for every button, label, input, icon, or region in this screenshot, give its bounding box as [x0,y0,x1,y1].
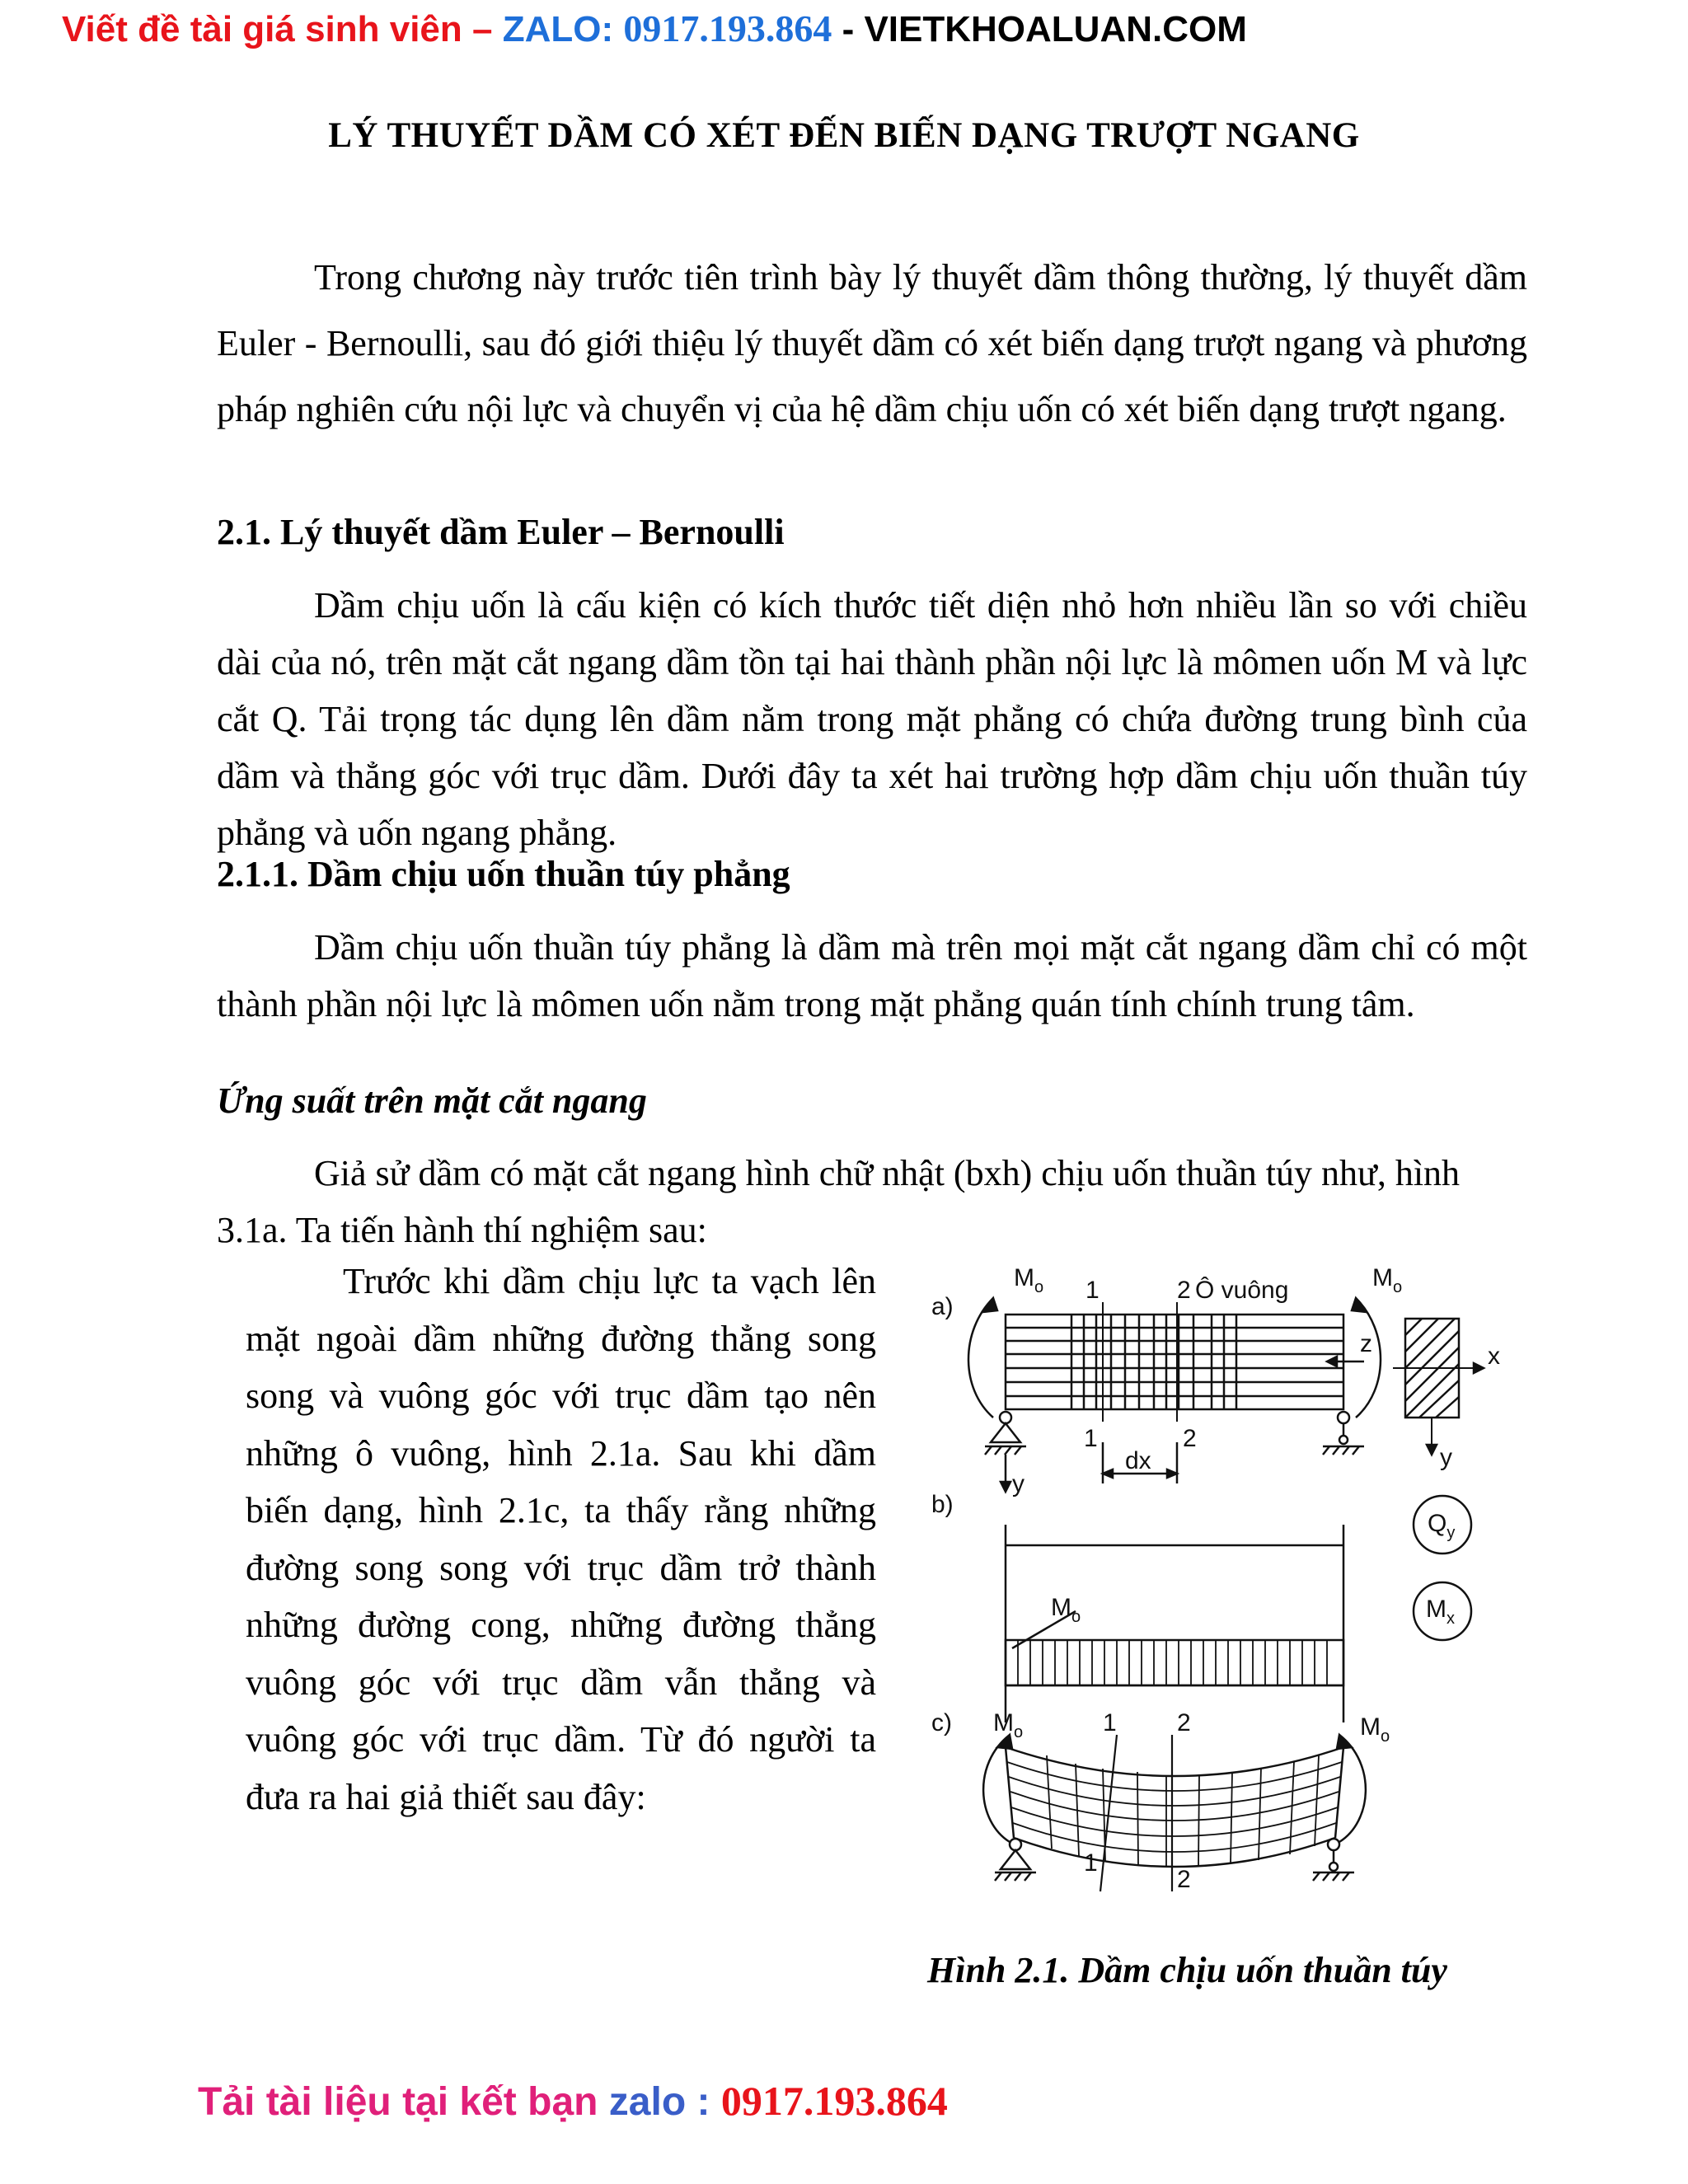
label-z: z [1360,1330,1372,1357]
label-section-1-c-top: 1 [1103,1709,1117,1736]
label-mo-b: $M_o$ [1051,1594,1081,1626]
section-heading-2-1: 2.1. Lý thuyết dầm Euler – Bernoulli [217,512,785,552]
label-section-1-bottom: 1 [1084,1425,1098,1452]
moment-arrow-left-a [968,1298,993,1418]
header-website: - VIETKHOALUAN.COM [832,9,1247,49]
label-y-section: y [1440,1444,1452,1471]
moment-diagram [1006,1640,1343,1685]
footer-phone: 0917.193.864 [720,2078,948,2124]
header-text: Viết đề tài giá sinh viên – [62,9,503,49]
label-b: b) [931,1491,954,1518]
label-dx: dx [1125,1447,1151,1474]
label-x: x [1488,1343,1500,1370]
deformed-beam-top [1006,1747,1343,1776]
label-mx: $M_x$ [1426,1596,1455,1628]
label-section-2-c-bottom: 2 [1177,1866,1191,1893]
label-section-1-top: 1 [1085,1277,1100,1304]
label-a: a) [931,1293,954,1320]
figure-caption: Hình 2.1. Dầm chịu uốn thuần túy [927,1950,1447,1990]
intro-paragraph: Trong chương này trước tiên trình bày lý thuyết dầm thông thường, lý thuyết dầm Euler - Bernoulli, sau đó giới thiệu lý thuyết dầm có xét biến dạng trượt ngang và phương pháp nghiên cứu nội lực và chuyển vị của hệ dầm chịu uốn có xét biến dạng trượt ngang. [217,257,1527,429]
label-section-2-top: 2 [1177,1277,1191,1304]
beam-figure [915,1244,1525,1896]
header-zalo-label: ZALO: [502,9,624,49]
subsection-heading: Ứng suất trên mặt cắt ngang [217,1080,647,1121]
document-title: LÝ THUYẾT DẦM CÓ XÉT ĐẾN BIẾN DẠNG TRƯỢT NGANG [328,116,1360,155]
footer-zalo-label: zalo : [608,2080,721,2124]
label-y-beam: y [1012,1470,1025,1497]
header-banner[interactable] [62,7,1247,50]
header-phone: 0917.193.864 [623,7,832,49]
moment-arrow-right-a [1356,1298,1381,1418]
label-o-vuong: Ô vuông [1195,1277,1289,1304]
label-mo-a-right: $M_o$ [1372,1264,1403,1296]
section-heading-2-1-1: 2.1.1. Dầm chịu uốn thuần túy phẳng [217,854,790,894]
label-c: c) [931,1709,952,1736]
label-qy: $Q_y$ [1428,1510,1456,1542]
label-section-2-c-top: 2 [1177,1709,1191,1736]
column-paragraph: Trước khi dầm chịu lực ta vạch lên mặt ngoài dầm những đường thẳng song song và vuông góc với trục dầm tạo nên những ô vuông, hình 2.1a. Sau khi dầm biến dạng, hình 2.1c, ta thấy rằng những đường song song với trục dầm trở thành những đường cong, những đường thẳng vuông góc với trục dầm vẫn thẳng và vuông góc với trục dầm. Từ đó người ta đưa ra hai giả thiết sau đây: [246,1261,876,1817]
label-section-1-c-bottom: 1 [1084,1849,1098,1877]
label-mo-c-right: $M_o$ [1360,1713,1390,1746]
label-section-2-bottom: 2 [1183,1425,1197,1452]
section-2-1-1-paragraph: Dầm chịu uốn thuần túy phẳng là dầm mà trên mọi mặt cắt ngang dầm chỉ có một thành phần nội lực là mômen uốn nằm trong mặt phẳng quán tính chính trung tâm. [217,927,1527,1024]
subsection-paragraph: Giả sử dầm có mặt cắt ngang hình chữ nhật (bxh) chịu uốn thuần túy như, hình 3.1a. Ta tiến hành thí nghiệm sau: [217,1153,1461,1250]
label-mo-c-left: $M_o$ [993,1709,1024,1741]
footer-text: Tải tài liệu tại kết bạn [198,2080,609,2124]
section-2-1-paragraph: Dầm chịu uốn là cấu kiện có kích thước tiết diện nhỏ hơn nhiều lần so với chiều dài của nó, trên mặt cắt ngang dầm tồn tại hai thành phần nội lực là mômen uốn M và lực cắt Q. Tải trọng tác dụng lên dầm nằm trong mặt phẳng có chứa đường trung bình của dầm và thẳng góc với trục dầm. Dưới đây ta xét hai trường hợp dầm chịu uốn thuần túy phẳng và uốn ngang phẳng. [217,585,1527,853]
label-mo-a-left: $M_o$ [1014,1264,1044,1296]
footer-banner[interactable] [198,2077,948,2125]
